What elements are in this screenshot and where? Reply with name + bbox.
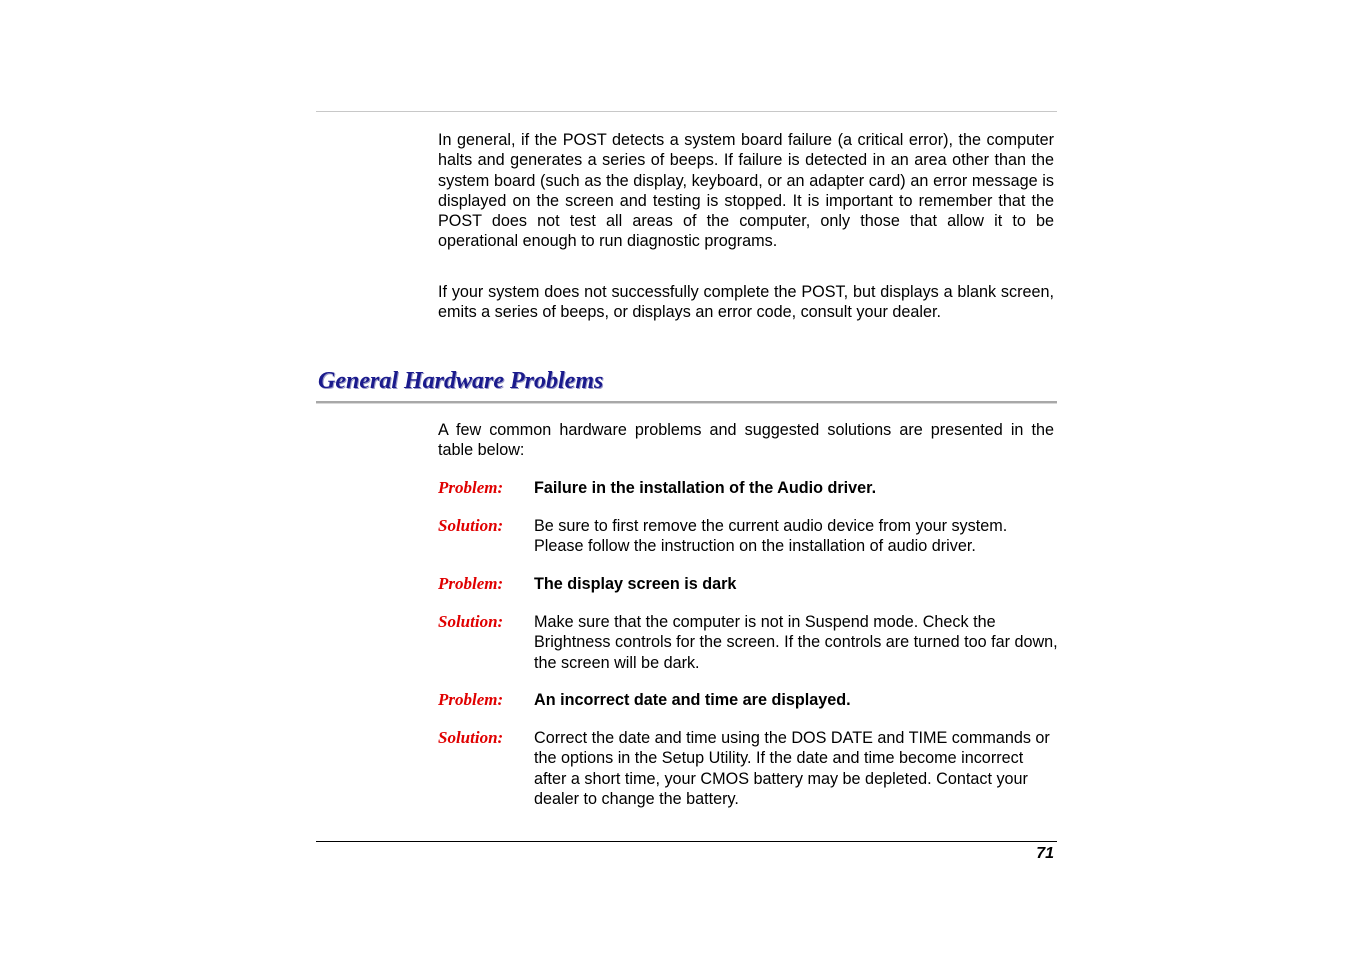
problem-label: Problem: <box>438 574 504 593</box>
intro-paragraph-post-failure: In general, if the POST detects a system board failure (a critical error), the computer halts and generates a series of beeps. If failure is detected in an area other than the system board (such as the display, keyboard, or an adapter card) an error message is displayed on the screen and testing is stopped. It is important to remember that the POST does not test all areas of the computer, only those that allow it to be operational enough to run diagnostic programs. <box>438 131 1054 251</box>
intro-paragraph-consult-dealer: If your system does not successfully complete the POST, but displays a blank screen, emits a series of beeps, or displays an error code, consult your dealer. <box>438 283 1054 322</box>
problem-text: The display screen is dark <box>534 575 737 593</box>
problem-label: Problem: <box>438 478 504 497</box>
page-number: 71 <box>1036 845 1054 862</box>
problem-text: An incorrect date and time are displayed. <box>534 691 851 709</box>
header-rule <box>316 111 1057 112</box>
solution-text: Be sure to first remove the current audio device from your system. Please follow the instruction on the installation of audio driver. <box>534 517 1008 556</box>
footer-rule <box>316 841 1057 842</box>
section-heading: General Hardware Problems <box>318 368 604 394</box>
heading-rule <box>316 401 1057 404</box>
problem-label: Problem: <box>438 690 504 709</box>
solution-label: Solution: <box>438 612 504 631</box>
problem-text: Failure in the installation of the Audio driver. <box>534 479 877 497</box>
solution-text: Correct the date and time using the DOS DATE and TIME commands or the options in the Setup Utility. If the date and time become incorrect after a short time, your CMOS battery may be depleted. Contact your dealer to change the battery. <box>534 729 1050 808</box>
solution-label: Solution: <box>438 728 504 747</box>
solution-text: Make sure that the computer is not in Suspend mode. Check the Brightness controls for the screen. If the controls are turned too far down, the screen will be dark. <box>534 613 1058 672</box>
solution-label: Solution: <box>438 516 504 535</box>
section-intro-paragraph: A few common hardware problems and suggested solutions are presented in the table below: <box>438 421 1054 460</box>
